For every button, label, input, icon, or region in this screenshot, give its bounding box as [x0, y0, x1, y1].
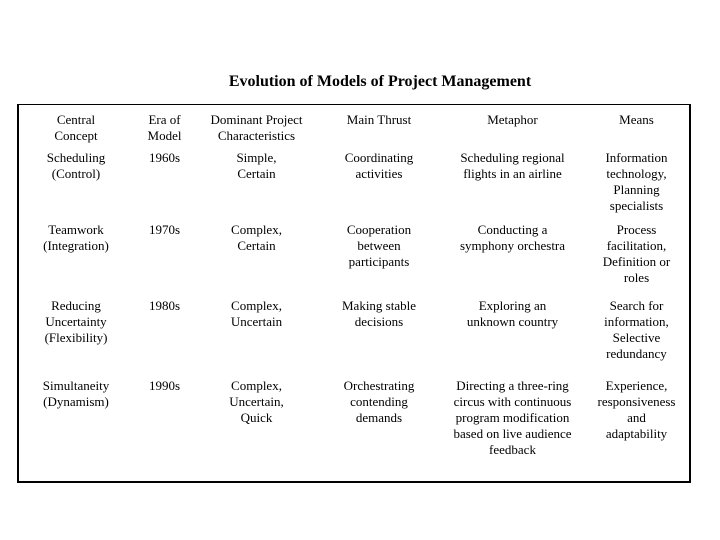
cell-line: Means: [619, 112, 654, 127]
cell-line: between: [357, 238, 401, 253]
header-dominant-characteristics: [196, 112, 317, 150]
cell-line: Orchestrating: [343, 378, 415, 393]
cell-dominant-characteristics: [196, 150, 317, 222]
cell-line: decisions: [354, 314, 404, 329]
cell-line: (Flexibility): [44, 330, 108, 345]
cell-line: flights in an airline: [463, 166, 562, 181]
cell-line: Metaphor: [487, 112, 538, 127]
cell-line: activities: [355, 166, 403, 181]
cell-metaphor: [441, 222, 584, 298]
cell-line: unknown country: [466, 314, 559, 329]
cell-line: Main Thrust: [346, 112, 412, 127]
cell-line: Concept: [54, 128, 98, 143]
cell-line: Cooperation: [346, 222, 412, 237]
table-header-row: [19, 112, 689, 150]
table-row: [19, 298, 689, 378]
cell-line: roles: [623, 270, 650, 285]
cell-line: Model: [147, 128, 182, 143]
cell-central-concept: [19, 222, 133, 298]
cell-line: feedback: [489, 442, 536, 457]
cell-line: Complex,: [231, 222, 282, 237]
header-metaphor: [441, 112, 584, 150]
cell-line: Scheduling regional: [460, 150, 565, 165]
cell-line: 1990s: [148, 378, 181, 393]
cell-line: Planning: [613, 182, 660, 197]
table-row: [19, 222, 689, 298]
cell-line: specialists: [609, 198, 664, 213]
cell-main-thrust: [317, 222, 441, 298]
cell-line: (Dynamism): [43, 394, 109, 409]
cell-line: and: [627, 410, 646, 425]
cell-line: circus with continuous: [453, 394, 572, 409]
cell-line: Search for: [609, 298, 664, 313]
cell-dominant-characteristics: [196, 378, 317, 466]
cell-dominant-characteristics: [196, 298, 317, 378]
cell-line: Complex,: [231, 298, 282, 313]
cell-line: Selective: [612, 330, 661, 345]
cell-era-of-model: [133, 150, 196, 222]
header-central-concept: [19, 112, 133, 150]
cell-line: Directing a three-ring: [456, 378, 569, 393]
cell-means: [584, 298, 689, 378]
cell-line: technology,: [606, 166, 667, 181]
cell-line: 1980s: [148, 298, 181, 313]
cell-means: [584, 378, 689, 466]
cell-line: Certain: [237, 166, 276, 181]
cell-line: information,: [604, 314, 669, 329]
cell-line: Process: [616, 222, 657, 237]
cell-line: Complex,: [231, 378, 282, 393]
cell-line: contending: [350, 394, 408, 409]
cell-line: adaptability: [605, 426, 668, 441]
cell-central-concept: [19, 378, 133, 466]
cell-line: Central: [56, 112, 96, 127]
cell-line: Experience,: [605, 378, 668, 393]
cell-line: redundancy: [606, 346, 667, 361]
cell-line: participants: [348, 254, 410, 269]
cell-era-of-model: [133, 222, 196, 298]
cell-line: Reducing: [51, 298, 101, 313]
cell-line: facilitation,: [606, 238, 667, 253]
cell-line: Uncertain,: [229, 394, 284, 409]
cell-means: [584, 222, 689, 298]
cell-line: Era of: [148, 112, 181, 127]
cell-line: Characteristics: [217, 128, 296, 143]
cell-line: Simple,: [236, 150, 277, 165]
table-body: [19, 150, 689, 466]
cell-era-of-model: [133, 298, 196, 378]
table-row: [19, 378, 689, 466]
cell-main-thrust: [317, 298, 441, 378]
cell-main-thrust: [317, 378, 441, 466]
cell-line: 1960s: [148, 150, 181, 165]
cell-line: Conducting a: [477, 222, 548, 237]
cell-metaphor: [441, 150, 584, 222]
cell-line: symphony orchestra: [459, 238, 566, 253]
document-title: Evolution of Models of Project Management: [228, 73, 532, 90]
cell-line: demands: [355, 410, 403, 425]
cell-line: program modification: [455, 410, 570, 425]
cell-line: (Control): [51, 166, 101, 181]
cell-line: Exploring an: [478, 298, 547, 313]
cell-line: Definition or: [602, 254, 671, 269]
cell-line: Information: [605, 150, 668, 165]
cell-line: 1970s: [148, 222, 181, 237]
project-management-table: [19, 112, 689, 466]
cell-line: Coordinating: [344, 150, 414, 165]
cell-means: [584, 150, 689, 222]
cell-main-thrust: [317, 150, 441, 222]
cell-line: Uncertain: [230, 314, 283, 329]
cell-line: Teamwork: [48, 222, 104, 237]
cell-metaphor: [441, 298, 584, 378]
table-row: [19, 150, 689, 222]
cell-line: Uncertainty: [45, 314, 107, 329]
cell-line: Dominant Project: [210, 112, 303, 127]
cell-metaphor: [441, 378, 584, 466]
cell-line: based on live audience: [453, 426, 572, 441]
cell-line: Scheduling: [46, 150, 106, 165]
cell-line: (Integration): [43, 238, 109, 253]
header-era-of-model: [133, 112, 196, 150]
cell-line: Simultaneity: [42, 378, 110, 393]
cell-line: Certain: [237, 238, 276, 253]
cell-dominant-characteristics: [196, 222, 317, 298]
cell-central-concept: [19, 150, 133, 222]
cell-central-concept: [19, 298, 133, 378]
cell-line: Quick: [240, 410, 273, 425]
cell-line: responsiveness: [597, 394, 676, 409]
cell-line: Making stable: [341, 298, 416, 313]
header-main-thrust: [317, 112, 441, 150]
header-means: [584, 112, 689, 150]
cell-era-of-model: [133, 378, 196, 466]
